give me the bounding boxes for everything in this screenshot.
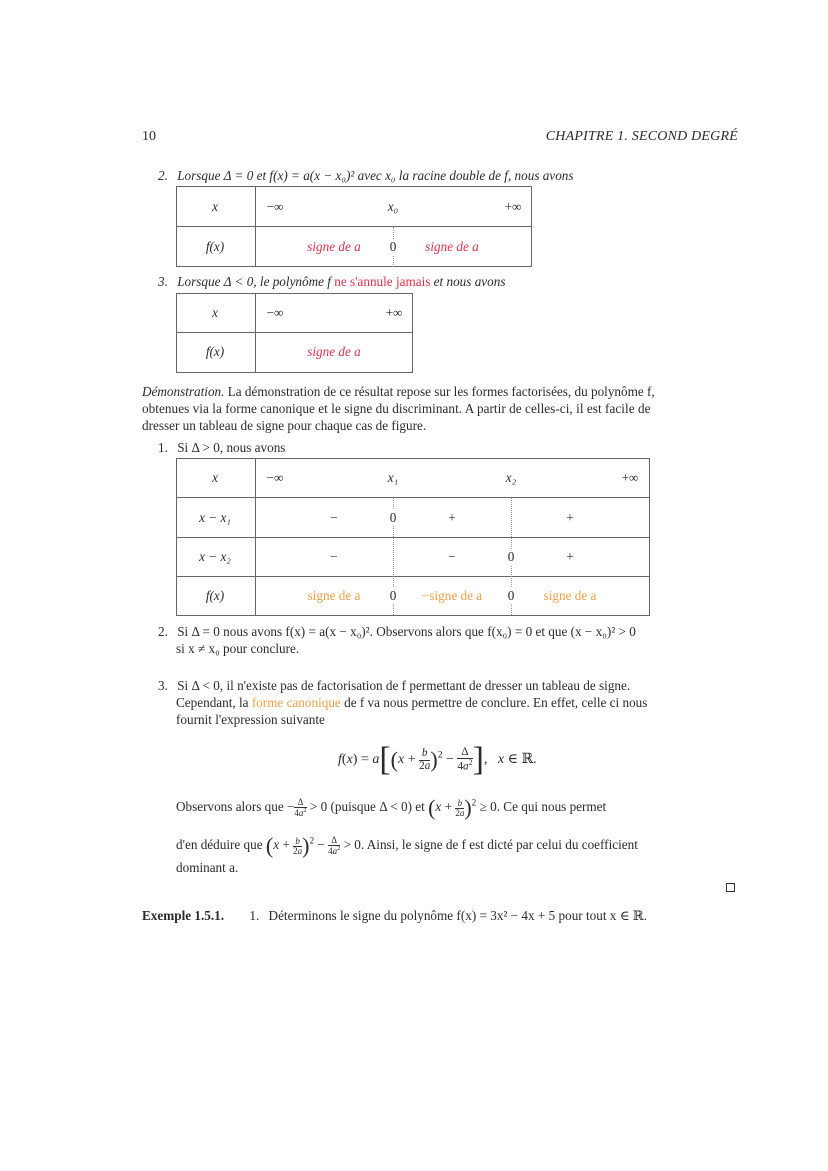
x-value: +∞ bbox=[504, 199, 522, 214]
list-text: Si Δ = 0 nous avons f(x) = a(x − x₀)². Observons alors que f(x₀) = 0 et que (x − x₀)² > 0 bbox=[177, 624, 636, 639]
observation-line-1: Observons alors que − $\frac{\Delta}{4a^2}$ > 0 (puisque Δ < 0) et (x + $\frac{b}{2a}$ )$^2$ ≥ 0. Ce qui nous permet bbox=[176, 795, 607, 820]
sign-value: + bbox=[566, 510, 574, 525]
row-label-x: x bbox=[212, 470, 218, 485]
demo-item-3-line2 bbox=[176, 695, 647, 711]
x-value: −∞ bbox=[266, 470, 284, 485]
obs-text: d'en déduire que bbox=[176, 837, 266, 853]
zero-value: 0 bbox=[389, 588, 397, 603]
obs-text: ≥ 0. Ce qui nous permet bbox=[476, 799, 607, 815]
obs-text: > 0 (puisque Δ < 0) et bbox=[306, 799, 429, 815]
list-marker: 2. bbox=[158, 624, 168, 639]
highlight-text: ne s'annule jamais bbox=[334, 274, 431, 289]
list-marker: 3. bbox=[158, 678, 168, 693]
sign-value: signe de a bbox=[307, 239, 361, 254]
table-divider bbox=[176, 226, 532, 227]
row-label-x: x bbox=[212, 305, 218, 320]
list-marker: 1. bbox=[158, 440, 168, 455]
fraction: $\frac{b}{2a}$ bbox=[293, 835, 303, 856]
case3-marker: 3. bbox=[158, 274, 168, 289]
list-text-continued: fournit l'expression suivante bbox=[176, 712, 325, 727]
demo-item-1 bbox=[158, 440, 285, 456]
canonical-form-formula: f(x) = a[(x + $\frac{b}{2a}$ )$^2$ − $\frac{\Delta}{4a^2}$ ], x ∈ ℝ. bbox=[338, 741, 537, 778]
row-label-fx: f(x) bbox=[205, 239, 225, 254]
paren: ( bbox=[265, 833, 274, 858]
example-line bbox=[142, 908, 647, 924]
x-value: x₁ bbox=[387, 470, 399, 485]
table-divider bbox=[176, 497, 650, 498]
qed-square-icon bbox=[726, 883, 735, 892]
zero-value: 0 bbox=[507, 549, 515, 564]
row-label-fx: f(x) bbox=[205, 588, 225, 603]
case2-marker: 2. bbox=[158, 168, 168, 183]
fraction: $\frac{\Delta}{4a^2}$ bbox=[328, 835, 341, 856]
list-text: Si Δ < 0, il n'existe pas de factorisation de f permettant de dresser un tableau de signe. bbox=[177, 678, 631, 693]
x-value: x₂ bbox=[505, 470, 517, 485]
demo-text: La démonstration de ce résultat repose sur les formes factorisées, du polynôme f, bbox=[224, 384, 655, 399]
sign-value: − bbox=[330, 510, 338, 525]
zero-value: 0 bbox=[389, 239, 397, 254]
list-text: Cependant, la bbox=[176, 695, 252, 710]
row-label-fx: f(x) bbox=[205, 344, 225, 359]
case2-text: Lorsque Δ = 0 et f(x) = a(x − x₀)² avec x₀ la racine double de f, nous avons bbox=[177, 168, 574, 183]
sign-value: + bbox=[448, 510, 456, 525]
demo-item-2 bbox=[158, 624, 636, 640]
page-number: 10 bbox=[142, 129, 156, 144]
highlight-text: forme canonique bbox=[251, 695, 341, 710]
x-value: x₀ bbox=[387, 199, 399, 214]
obs-text: > 0. Ainsi, le signe de f est dicté par celui du coefficient bbox=[340, 837, 638, 853]
list-text-continued: si x ≠ x₀ pour conclure. bbox=[176, 641, 300, 656]
demo-item-3 bbox=[158, 678, 630, 694]
row-label-x-minus-x1: x − x₁ bbox=[199, 510, 231, 525]
table-divider bbox=[255, 293, 256, 373]
table-divider bbox=[176, 332, 413, 333]
observation-line-3: dominant a. bbox=[176, 860, 239, 875]
zero-value: 0 bbox=[389, 510, 397, 525]
demo-line-3: dresser un tableau de signe pour chaque cas de figure. bbox=[142, 418, 427, 433]
example-text: Déterminons le signe du polynôme f(x) = 3x² − 4x + 5 pour tout x ∈ ℝ. bbox=[268, 908, 648, 923]
sign-value: signe de a bbox=[307, 344, 361, 359]
sign-value: signe de a bbox=[543, 588, 597, 603]
table-divider bbox=[176, 537, 650, 538]
fraction: $\frac{b}{2a}$ bbox=[455, 797, 465, 818]
row-label-x-minus-x2: x − x₂ bbox=[199, 549, 231, 564]
sign-value: signe de a bbox=[307, 588, 361, 603]
paren: ) bbox=[302, 833, 310, 858]
x-value: +∞ bbox=[621, 470, 639, 485]
x-value: −∞ bbox=[266, 199, 284, 214]
list-marker: 1. bbox=[249, 908, 260, 923]
paren: ( bbox=[428, 795, 436, 820]
case3-line bbox=[158, 274, 505, 290]
table-divider bbox=[176, 576, 650, 577]
obs-text: Observons alors que − bbox=[176, 799, 295, 815]
chapter-title: CHAPITRE 1. SECOND DEGRÉ bbox=[545, 129, 738, 144]
row-label-x: x bbox=[212, 199, 218, 214]
case2-line bbox=[158, 168, 574, 184]
sign-value: − bbox=[448, 549, 456, 564]
observation-line-2: d'en déduire que (x + $\frac{b}{2a}$ )$^2$ − $\frac{\Delta}{4a^2}$ > 0. Ainsi, le signe de f est dicté par celui du coefficient bbox=[176, 833, 638, 858]
obs-text: − bbox=[314, 837, 329, 853]
fraction: $\frac{\Delta}{4a^2}$ bbox=[294, 797, 307, 818]
demo-line-2: obtenues via la forme canonique et le signe du discriminant. A partir de celles-ci, il est facile de bbox=[142, 401, 651, 416]
sign-value: − bbox=[330, 549, 338, 564]
x-value: −∞ bbox=[266, 305, 284, 320]
sign-value: signe de a bbox=[425, 239, 479, 254]
demo-label: Démonstration. bbox=[142, 384, 225, 399]
example-label: Exemple 1.5.1. bbox=[142, 908, 225, 923]
zero-value: 0 bbox=[507, 588, 515, 603]
case3-text: Lorsque Δ < 0, le polynôme f bbox=[177, 274, 335, 289]
sign-value: −signe de a bbox=[421, 588, 483, 603]
sign-value: + bbox=[566, 549, 574, 564]
list-text: de f va nous permettre de conclure. En effet, celle ci nous bbox=[340, 695, 648, 710]
paren: ) bbox=[464, 795, 472, 820]
case3-text: et nous avons bbox=[430, 274, 506, 289]
list-text: Si Δ > 0, nous avons bbox=[177, 440, 286, 455]
x-value: +∞ bbox=[385, 305, 403, 320]
demo-line-1 bbox=[142, 384, 655, 400]
